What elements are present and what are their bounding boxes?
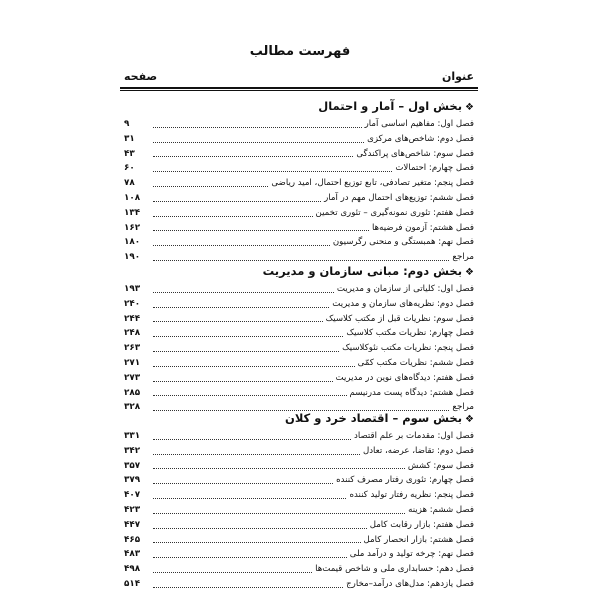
dot-leader	[153, 186, 268, 187]
toc-entry	[124, 326, 474, 341]
toc-entry	[124, 297, 474, 312]
header-rule-thick	[120, 87, 478, 89]
toc-entry-page-number: ۲۴۴	[124, 313, 141, 324]
section-heading	[124, 262, 474, 280]
toc-entry	[124, 533, 474, 548]
toc-entry	[124, 147, 474, 162]
toc-entry-page-number: ۳۷۹	[124, 475, 141, 486]
dot-leader	[153, 513, 405, 514]
column-header-title: عنوان	[441, 70, 474, 83]
toc-entry-page-number: ۴۴۷	[124, 519, 141, 530]
toc-entry-label: فصل هفتم: دیدگاه‌های نوین در مدیریت	[333, 371, 474, 386]
dot-leader	[153, 230, 369, 231]
toc-entry-page-number: ۳۱	[124, 133, 135, 144]
dot-leader	[153, 572, 312, 573]
toc-entry-page-number: ۲۴۸	[124, 328, 141, 339]
toc-entry-label: فصل ششم: نظریات مکتب کمّی	[355, 356, 474, 371]
toc-entry-page-number: ۵۱۴	[124, 578, 141, 589]
toc-entry	[124, 235, 474, 250]
dot-leader	[153, 216, 313, 217]
section-heading	[124, 97, 474, 115]
toc-entry	[124, 132, 474, 147]
dot-leader	[153, 542, 361, 543]
section-entries	[124, 429, 474, 592]
section-heading	[124, 409, 474, 427]
toc-entry-page-number: ۱۹۰	[124, 252, 141, 263]
toc-entry	[124, 371, 474, 386]
toc-entry-page-number: ۹	[124, 119, 130, 129]
diamond-bullet-icon: ❖	[465, 102, 474, 113]
toc-entry-page-number: ۴۸۳	[124, 549, 141, 560]
toc-entry-label: فصل پنجم: نظریه رفتار تولید کننده	[346, 488, 474, 503]
section-heading-text: بخش دوم: مبانی سازمان و مدیریت	[262, 264, 463, 278]
toc-entry-page-number: ۴۹۸	[124, 564, 141, 575]
toc-entry	[124, 206, 474, 221]
toc-entry-label: فصل دوم: نظریه‌های سازمان و مدیریت	[329, 297, 474, 312]
dot-leader	[153, 395, 347, 396]
toc-entry-label: فصل هشتم: دیدگاه پست مدرنیسم	[347, 386, 474, 401]
toc-entry-page-number: ۴۲۳	[124, 504, 141, 515]
toc-header-row	[124, 70, 474, 86]
dot-leader	[153, 127, 362, 128]
toc-entry	[124, 312, 474, 327]
toc-entry	[124, 488, 474, 503]
dot-leader	[153, 260, 449, 261]
toc-entry	[124, 176, 474, 191]
dot-leader	[153, 307, 329, 308]
toc-entry	[124, 503, 474, 518]
toc-entry-label: فصل نهم: همبستگی و منحنی رگرسیون	[330, 235, 474, 250]
toc-entry	[124, 117, 474, 132]
dot-leader	[153, 483, 333, 484]
toc-section-1	[124, 97, 474, 265]
toc-entry-label: فصل هشتم: آزمون فرضیه‌ها	[369, 221, 474, 236]
toc-entry-page-number: ۱۸۰	[124, 237, 141, 248]
diamond-bullet-icon: ❖	[465, 267, 474, 278]
toc-entry-page-number: ۲۴۰	[124, 298, 141, 309]
toc-entry	[124, 562, 474, 577]
dot-leader	[153, 498, 346, 499]
toc-entry-page-number: ۲۷۱	[124, 357, 141, 368]
section-heading-text: بخش سوم – اقتصاد خرد و کلان	[285, 411, 463, 425]
dot-leader	[153, 439, 351, 440]
toc-entry-page-number: ۳۴۲	[124, 445, 141, 456]
dot-leader	[153, 468, 405, 469]
toc-entry-label: فصل یازدهم: مدل‌های درآمد–مخارج	[343, 577, 474, 592]
dot-leader	[153, 245, 330, 246]
dot-leader	[153, 366, 355, 367]
toc-entry-label: فصل ششم: توزیع‌های احتمال مهم در آمار	[321, 191, 474, 206]
toc-entry-page-number: ۴۶۵	[124, 534, 141, 545]
dot-leader	[153, 587, 343, 588]
toc-entry	[124, 341, 474, 356]
toc-entry	[124, 356, 474, 371]
dot-leader	[153, 381, 333, 382]
page-title: فهرست مطالب	[249, 44, 351, 59]
toc-entry-page-number: ۲۷۳	[124, 372, 141, 383]
toc-entry	[124, 386, 474, 401]
toc-entry-page-number: ۴۰۷	[124, 490, 141, 501]
toc-entry-page-number: ۱۳۴	[124, 207, 141, 218]
header-rule-thin	[120, 90, 478, 91]
toc-entry	[124, 473, 474, 488]
toc-entry-label: فصل نهم: چرخه تولید و درآمد ملی	[347, 547, 474, 562]
dot-leader	[153, 557, 347, 558]
toc-entry-label: فصل هفتم: تئوری نمونه‌گیری – تئوری تخمین	[313, 206, 474, 221]
toc-entry-label: فصل اول: مفاهیم اساسی آمار	[362, 117, 474, 132]
dot-leader	[153, 171, 392, 172]
toc-entry-page-number: ۳۳۱	[124, 431, 141, 441]
toc-entry	[124, 459, 474, 474]
column-header-page: صفحه	[124, 70, 158, 83]
toc-entry	[124, 577, 474, 592]
toc-entry-label: مراجع	[449, 400, 474, 415]
toc-entry-page-number: ۱۰۸	[124, 192, 141, 203]
toc-entry-label: فصل چهارم: نظریات مکتب کلاسیک	[343, 326, 474, 341]
toc-entry-page-number: ۲۸۵	[124, 387, 141, 398]
dot-leader	[153, 156, 353, 157]
toc-entry	[124, 429, 474, 444]
toc-entry-label: فصل هفتم: بازار رقابت کامل	[367, 518, 474, 533]
toc-entry-label: فصل اول: مقدمات بر علم اقتصاد	[351, 429, 474, 444]
toc-entry-page-number: ۱۶۲	[124, 222, 141, 233]
toc-section-3	[124, 409, 474, 592]
dot-leader	[153, 321, 323, 322]
section-entries	[124, 282, 474, 415]
toc-entry-label: فصل دوم: شاخص‌های مرکزی	[364, 132, 474, 147]
dot-leader	[153, 292, 334, 293]
toc-entry	[124, 221, 474, 236]
toc-entry-label: مراجع	[449, 250, 474, 265]
toc-entry	[124, 191, 474, 206]
toc-entry-label: فصل ششم: هزینه	[405, 503, 474, 518]
toc-entry-label: فصل پنجم: نظریات مکتب نئوکلاسیک	[339, 341, 474, 356]
toc-entry-page-number: ۱۹۳	[124, 284, 141, 294]
toc-entry	[124, 282, 474, 297]
toc-entry	[124, 161, 474, 176]
toc-entry-page-number: ۷۸	[124, 178, 135, 189]
toc-entry-label: فصل چهارم: تئوری رفتار مصرف کننده	[333, 473, 474, 488]
dot-leader	[153, 351, 339, 352]
toc-entry-page-number: ۶۰	[124, 163, 135, 174]
toc-entry-page-number: ۳۲۸	[124, 402, 141, 413]
toc-entry-page-number: ۴۳	[124, 148, 135, 159]
diamond-bullet-icon: ❖	[465, 414, 474, 425]
toc-entry-label: فصل سوم: نظریات قبل از مکتب کلاسیک	[323, 312, 474, 327]
toc-entry	[124, 518, 474, 533]
dot-leader	[153, 201, 321, 202]
dot-leader	[153, 336, 343, 337]
section-entries	[124, 117, 474, 265]
toc-entry-label: فصل پنجم: متغیر تصادفی، تابع توزیع احتمال، امید ریاضی	[268, 176, 474, 191]
toc-entry-label: فصل سوم: شاخص‌های پراکندگی	[353, 147, 474, 162]
toc-entry-page-number: ۳۵۷	[124, 460, 141, 471]
dot-leader	[153, 528, 367, 529]
dot-leader	[153, 142, 364, 143]
section-heading-text: بخش اول – آمار و احتمال	[318, 99, 463, 113]
toc-entry-label: فصل هشتم: بازار انحصار کامل	[361, 533, 474, 548]
dot-leader	[153, 454, 360, 455]
toc-entry-page-number: ۲۶۳	[124, 343, 141, 354]
toc-entry-label: فصل سوم: کشش	[405, 459, 474, 474]
toc-entry-label: فصل چهارم: احتمالات	[392, 161, 474, 176]
toc-entry-label: فصل دهم: حسابداری ملی و شاخص قیمت‌ها	[312, 562, 474, 577]
toc-section-2	[124, 262, 474, 415]
toc-entry	[124, 444, 474, 459]
toc-entry-label: فصل دوم: تقاضا، عرضه، تعادل	[360, 444, 474, 459]
toc-entry-label: فصل اول: کلیاتی از سازمان و مدیریت	[334, 282, 474, 297]
toc-entry	[124, 547, 474, 562]
